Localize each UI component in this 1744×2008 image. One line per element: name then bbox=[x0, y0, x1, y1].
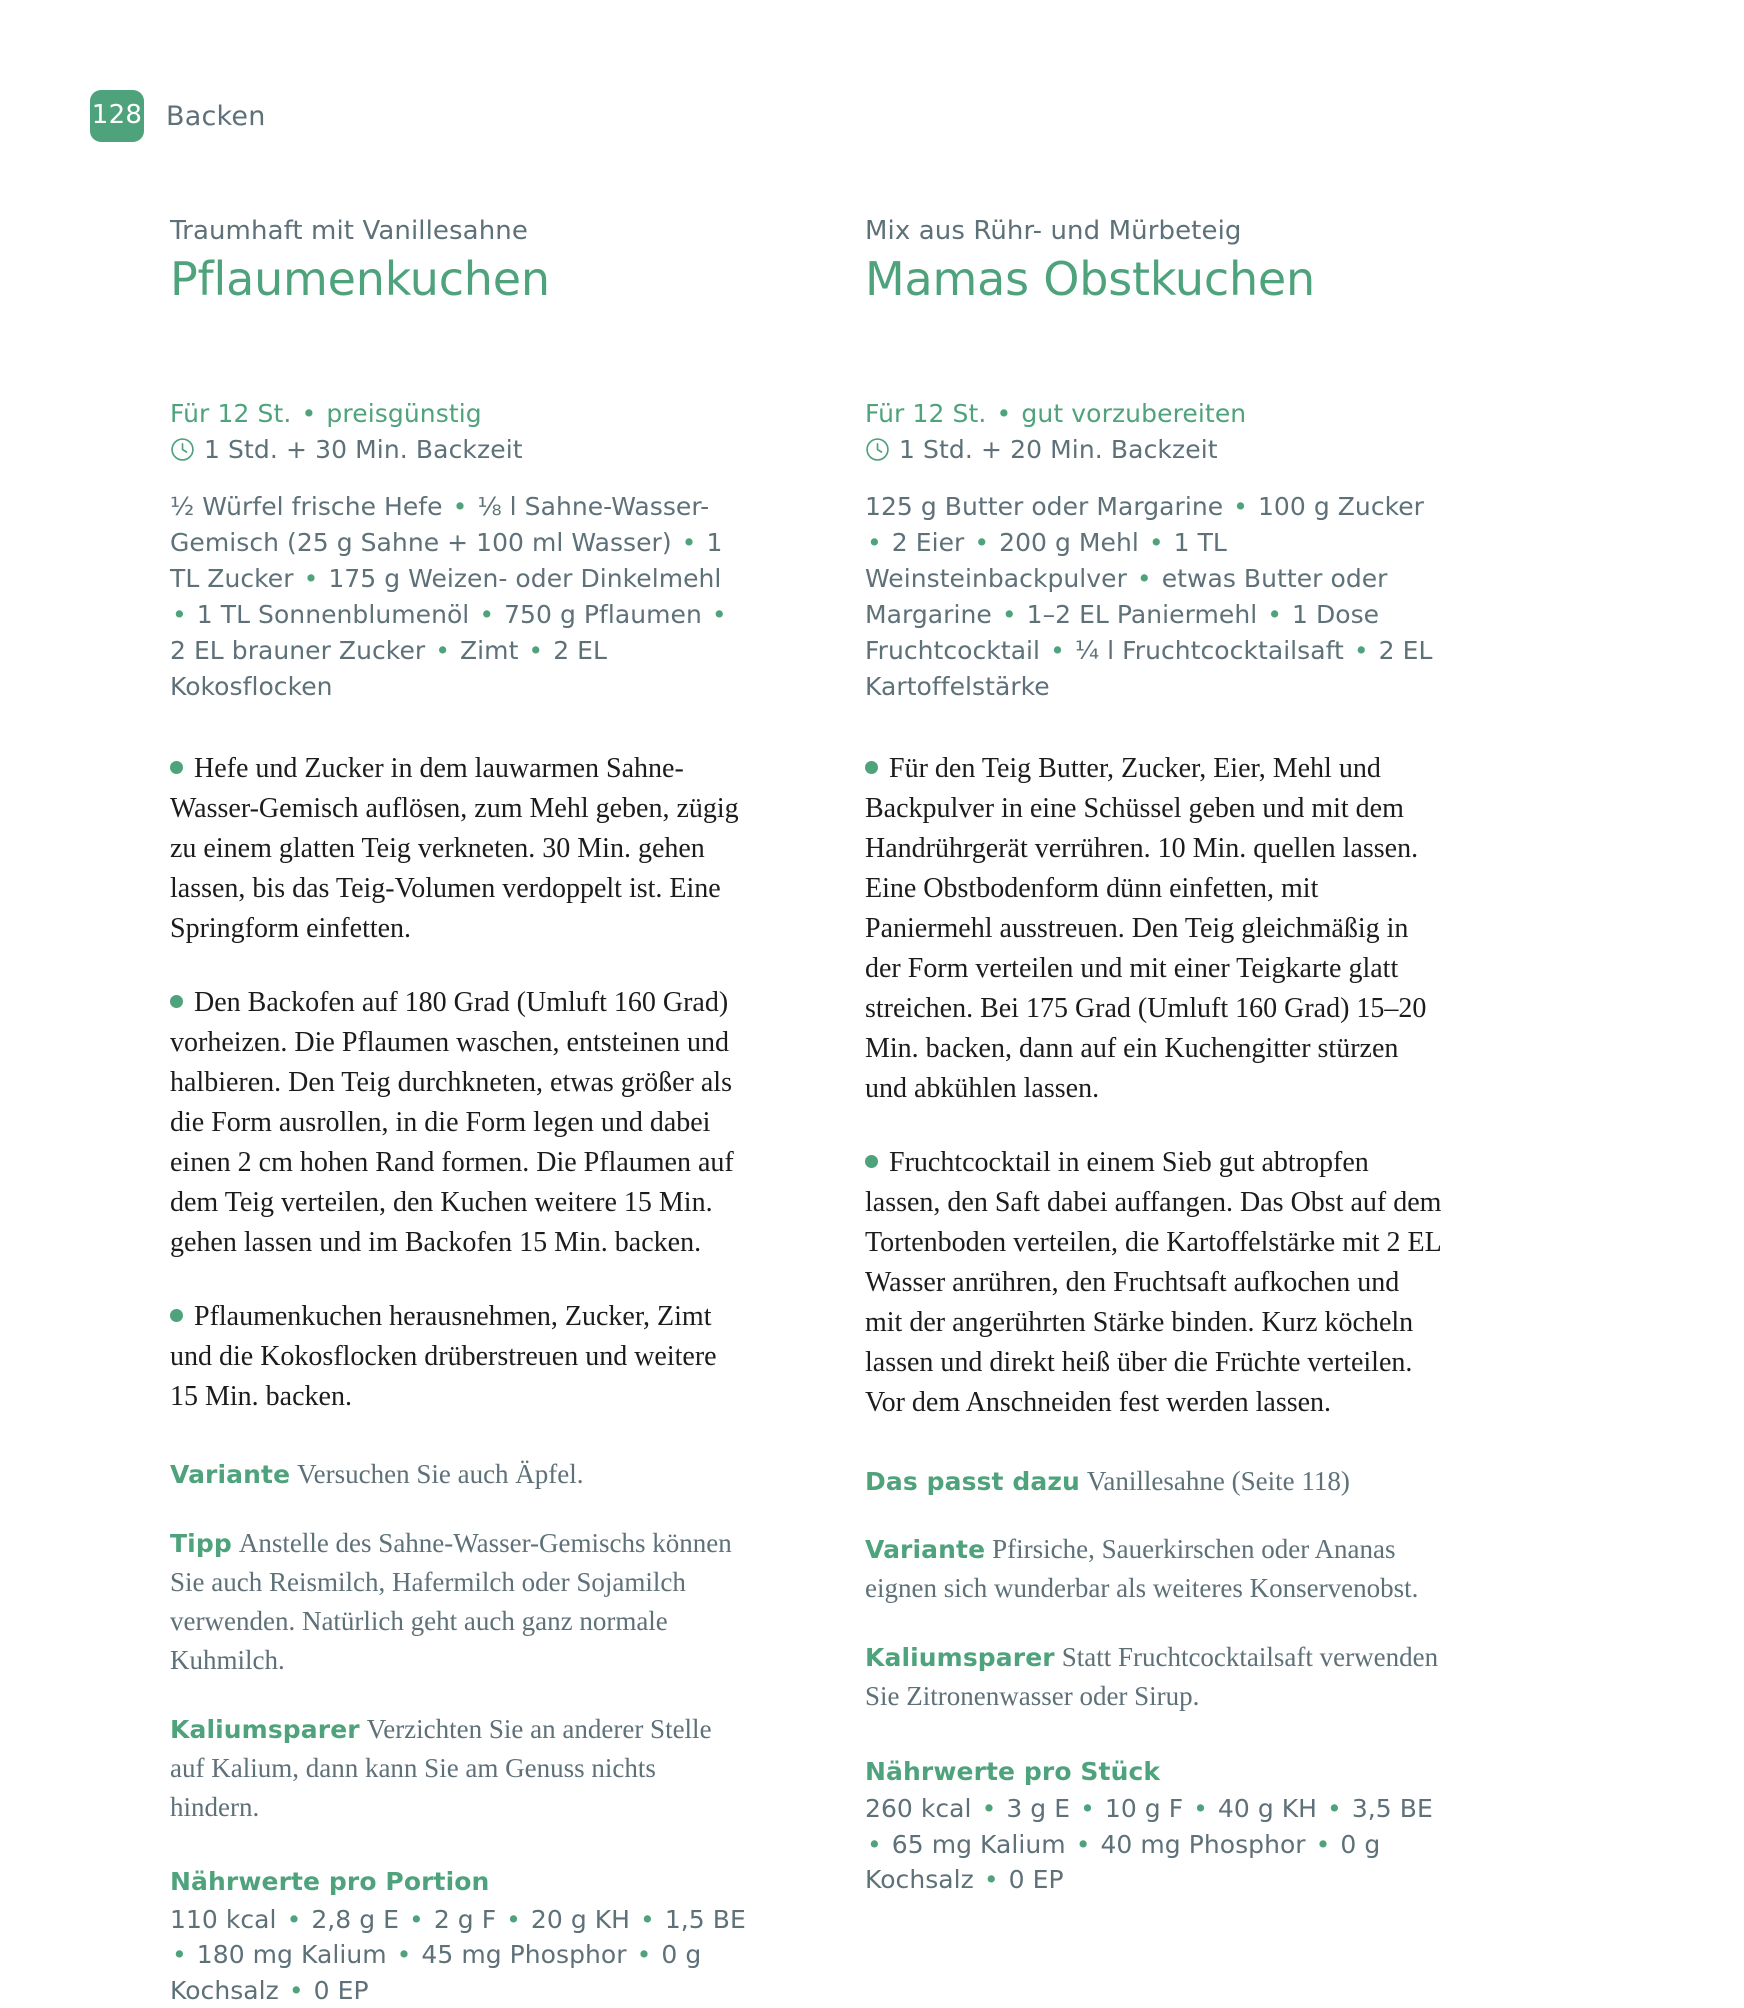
separator-dot: • bbox=[711, 600, 727, 630]
note-label: Tipp bbox=[170, 1529, 232, 1559]
recipe-kicker: Mix aus Rühr- und Mürbeteig bbox=[865, 216, 1242, 246]
step-text: Den Backofen auf 180 Grad (Umluft 160 Grad) vorheizen. Die Pflaumen waschen, entsteinen und halbieren. Den Teig durchkneten, etwas größer als die Form ausrollen, in die Form legen und dabei einen 2 cm hohen Rand formen. Die Pflaumen auf dem Teig verteilen, den Kuchen weitere 15 Min. gehen lassen und im Backofen 15 Min. backen. bbox=[170, 987, 734, 1259]
separator-dot: • bbox=[867, 528, 882, 558]
clock-icon bbox=[865, 437, 890, 462]
separator-dot: • bbox=[303, 564, 319, 594]
separator-dot: • bbox=[286, 1904, 302, 1934]
separator-dot: • bbox=[435, 636, 450, 666]
note-item bbox=[865, 1638, 1443, 1716]
separator-dot: • bbox=[1075, 1829, 1091, 1859]
recipe-title: Pflaumenkuchen bbox=[170, 251, 550, 306]
nutrition-values: 110 kcal • 2,8 g E • 2 g F • 20 g KH • 1,5 BE • 180 mg Kalium • 45 mg Phosphor • 0 g Kochsalz • 0 EP bbox=[170, 1904, 746, 2005]
time-text: 1 Std. + 30 Min. Backzeit bbox=[204, 434, 523, 464]
note-item bbox=[865, 1530, 1443, 1608]
preparation-steps bbox=[170, 749, 748, 1417]
page-number-badge: 128 bbox=[90, 90, 144, 142]
separator-dot: • bbox=[1001, 600, 1017, 630]
step-item bbox=[170, 983, 748, 1263]
note-text: Vanillesahne (Seite 118) bbox=[1086, 1465, 1350, 1496]
separator-dot: • bbox=[1315, 1829, 1331, 1859]
separator-dot: • bbox=[640, 1904, 655, 1934]
note-text: Versuchen Sie auch Äpfel. bbox=[297, 1459, 584, 1490]
step-bullet-icon bbox=[865, 1155, 878, 1168]
separator-dot: • bbox=[1267, 600, 1283, 630]
note-label: Kaliumsparer bbox=[865, 1643, 1055, 1673]
nutrition-values: 260 kcal • 3 g E • 10 g F • 40 g KH • 3,5 BE • 65 mg Kalium • 40 mg Phosphor • 0 g Kochsalz • 0 EP bbox=[865, 1794, 1433, 1895]
servings-line: Für 12 St. • gut vorzubereiten bbox=[865, 399, 1247, 429]
ingredients-list: 125 g Butter oder Margarine • 100 g Zucker • 2 Eier • 200 g Mehl • 1 TL Weinsteinbackpulver • etwas Butter oder Margarine • 1–2 EL Paniermehl • 1 Dose Fruchtcocktail • ¼ l Fruchtcocktailsaft • 2 EL Kartoffelstärke bbox=[865, 492, 1433, 702]
note-item bbox=[170, 1524, 748, 1680]
separator-dot: • bbox=[452, 492, 468, 522]
step-item bbox=[865, 1143, 1443, 1423]
step-text: Fruchtcocktail in einem Sieb gut abtropfen lassen, den Saft dabei auffangen. Das Obst auf dem Tortenboden verteilen, die Kartoffelstärke mit 2 EL Wasser anrühren, den Fruchtsaft aufkochen und mit der angerührten Stärke binden. Kurz köcheln lassen und direkt heiß über die Früchte verteilen. Vor dem Anschneiden fest werden lassen. bbox=[865, 1147, 1442, 1419]
separator-dot: • bbox=[396, 1940, 412, 1970]
recipe-columns bbox=[170, 215, 1574, 2008]
separator-dot: • bbox=[1136, 564, 1152, 594]
separator-dot: • bbox=[1080, 1794, 1095, 1824]
separator-dot: • bbox=[996, 399, 1012, 429]
note-item bbox=[170, 1455, 748, 1494]
separator-dot: • bbox=[528, 636, 544, 666]
step-bullet-icon bbox=[865, 761, 878, 774]
step-text: Für den Teig Butter, Zucker, Eier, Mehl und Backpulver in eine Schüssel geben und mit dem Handrührgerät verrühren. 10 Min. quellen lassen. Eine Obstbodenform dünn einfetten, mit Paniermehl ausstreuen. Den Teig gleichmäßig in der Form verteilen und mit einer Teigkarte glatt streichen. Bei 175 Grad (Umluft 160 Grad) 15–20 Min. backen, dann auf ein Kuchengitter stürzen und abkühlen lassen. bbox=[865, 753, 1427, 1105]
nutrition-title: Nährwerte pro Stück bbox=[865, 1756, 1161, 1786]
note-label: Das passt dazu bbox=[865, 1466, 1080, 1496]
separator-dot: • bbox=[479, 600, 495, 630]
note-text: Statt Fruchtcocktailsaft verwenden Sie Zitronenwasser oder Sirup. bbox=[865, 1642, 1439, 1712]
separator-dot: • bbox=[409, 1904, 424, 1934]
ingredients-list: ½ Würfel frische Hefe • ⅛ l Sahne-Wasser-Gemisch (25 g Sahne + 100 ml Wasser) • 1 TL Zucker • 175 g Weizen- oder Dinkelmehl • 1 TL Sonnenblumenöl • 750 g Pflaumen • 2 EL brauner Zucker • Zimt • 2 EL Kokosflocken bbox=[170, 492, 727, 702]
preparation-steps bbox=[865, 749, 1443, 1424]
step-item bbox=[170, 749, 748, 949]
separator-dot: • bbox=[974, 528, 990, 558]
separator-dot: • bbox=[288, 1975, 304, 2005]
note-text: Verzichten Sie an anderer Stelle auf Kalium, dann kann Sie am Genuss nichts hindern. bbox=[170, 1713, 712, 1822]
recipe-column-left bbox=[170, 215, 748, 2008]
step-text: Hefe und Zucker in dem lauwarmen Sahne-Wasser-Gemisch auflösen, zum Mehl geben, zügig zu einem glatten Teig verkneten. 30 Min. gehen lassen, bis das Teig-Volumen verdoppelt ist. Eine Springform einfetten. bbox=[170, 753, 739, 945]
time-text: 1 Std. + 20 Min. Backzeit bbox=[899, 434, 1218, 464]
note-text: Anstelle des Sahne-Wasser-Gemischs können Sie auch Reismilch, Hafermilch oder Sojamilch verwenden. Natürlich geht auch ganz normale Kuhmilch. bbox=[170, 1528, 732, 1675]
note-label: Variante bbox=[865, 1535, 986, 1565]
separator-dot: • bbox=[1050, 636, 1065, 666]
note-item bbox=[865, 1462, 1443, 1501]
section-label: Backen bbox=[166, 100, 266, 132]
separator-dot: • bbox=[506, 1904, 521, 1934]
recipe-meta bbox=[865, 397, 1443, 466]
note-label: Kaliumsparer bbox=[170, 1714, 360, 1744]
separator-dot: • bbox=[172, 600, 187, 630]
separator-dot: • bbox=[1233, 492, 1248, 522]
step-item bbox=[170, 1297, 748, 1417]
recipe-kicker: Traumhaft mit Vanillesahne bbox=[170, 216, 528, 246]
step-bullet-icon bbox=[170, 761, 183, 774]
separator-dot: • bbox=[636, 1940, 652, 1970]
separator-dot: • bbox=[1353, 636, 1369, 666]
nutrition-title: Nährwerte pro Portion bbox=[170, 1867, 490, 1897]
nutrition-block bbox=[865, 1756, 1443, 1898]
step-bullet-icon bbox=[170, 995, 183, 1008]
separator-dot: • bbox=[1193, 1794, 1208, 1824]
clock-icon bbox=[170, 437, 195, 462]
separator-dot: • bbox=[1327, 1794, 1342, 1824]
separator-dot: • bbox=[983, 1865, 999, 1895]
separator-dot: • bbox=[981, 1794, 997, 1824]
step-text: Pflaumenkuchen herausnehmen, Zucker, Zimt und die Kokosflocken drüberstreuen und weitere 15 Min. backen. bbox=[170, 1301, 717, 1413]
running-head bbox=[90, 90, 266, 142]
recipe-column-right bbox=[865, 215, 1443, 2008]
time-line bbox=[865, 433, 1443, 467]
time-line bbox=[170, 433, 748, 467]
recipe-notes bbox=[170, 1455, 748, 1826]
separator-dot: • bbox=[1148, 528, 1164, 558]
note-label: Variante bbox=[170, 1460, 291, 1490]
separator-dot: • bbox=[681, 528, 697, 558]
recipe-notes bbox=[865, 1462, 1443, 1716]
note-text: Pfirsiche, Sauerkirschen oder Ananas eignen sich wunderbar als weiteres Konservenobst. bbox=[865, 1534, 1419, 1604]
note-item bbox=[170, 1710, 748, 1827]
servings-line: Für 12 St. • preisgünstig bbox=[170, 399, 482, 429]
nutrition-block bbox=[170, 1866, 748, 2008]
step-bullet-icon bbox=[170, 1309, 183, 1322]
separator-dot: • bbox=[172, 1940, 187, 1970]
step-item bbox=[865, 749, 1443, 1109]
recipe-meta bbox=[170, 397, 748, 466]
separator-dot: • bbox=[867, 1829, 882, 1859]
separator-dot: • bbox=[301, 399, 317, 429]
recipe-title: Mamas Obstkuchen bbox=[865, 251, 1315, 306]
